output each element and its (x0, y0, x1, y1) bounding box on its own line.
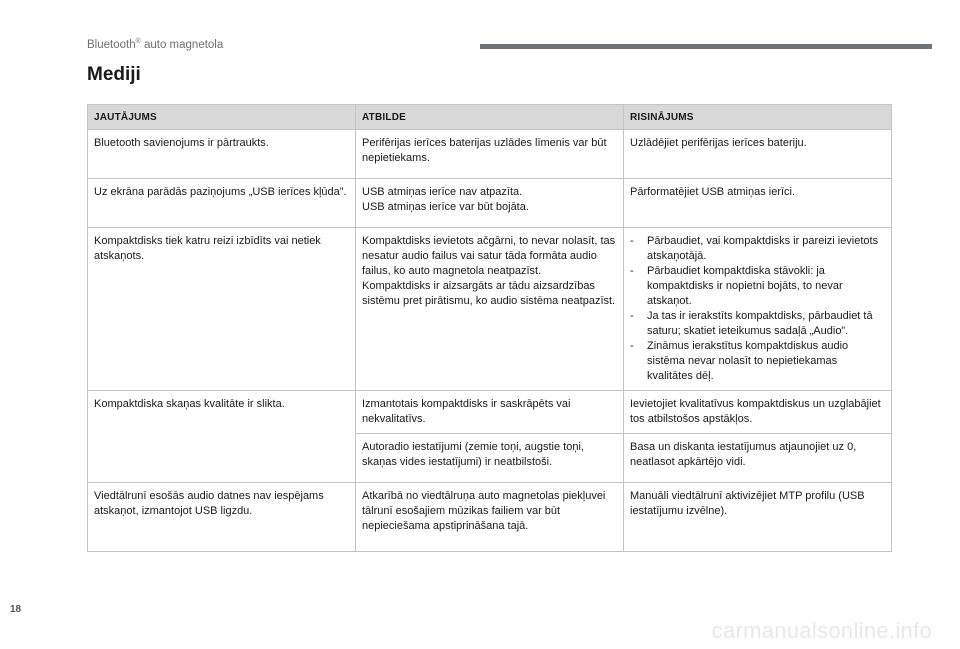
question-cell: Bluetooth savienojums ir pārtraukts. (88, 130, 356, 179)
answer-cell: Perifērijas ierīces baterijas uzlādes līmenis var būt nepietiekams. (356, 130, 624, 179)
list-item-text: Pārbaudiet, vai kompaktdisks ir pareizi ievietots atskaņotājā. (647, 235, 879, 262)
troubleshooting-table (87, 104, 892, 552)
table-header-row (88, 105, 892, 130)
column-header-question: JAUTĀJUMS (88, 105, 356, 130)
dash-bullet: - (630, 340, 634, 352)
list-item (630, 264, 885, 309)
dash-bullet: - (630, 265, 634, 277)
answer-cell: Izmantotais kompaktdisks ir saskrāpēts vai nekvalitatīvs. (356, 391, 624, 434)
watermark: carmanualsonline.info (711, 618, 932, 643)
answer-cell: Autoradio iestatījumi (zemie toņi, augstie toņi, skaņas vides iestatījumi) ir neatbilstoši. (356, 434, 624, 483)
table-row (88, 130, 892, 179)
solution-cell: Pārformatējiet USB atmiņas ierīci. (624, 179, 892, 228)
table-row (88, 179, 892, 228)
section-title: Mediji (87, 64, 141, 85)
registered-mark: ® (135, 38, 141, 45)
table-row (88, 391, 892, 434)
header-title-brand: Bluetooth (87, 38, 136, 51)
answer-cell: Atkarībā no viedtālruņa auto magnetolas piekļuvei tālrunī esošajiem mūzikas failiem var būt nepieciešama apstiprināšana tajā. (356, 483, 624, 552)
list-item-text: Pārbaudiet kompaktdiska stāvokli: ja kompaktdisks ir nopietni bojāts, to nevar atskaņot. (647, 265, 843, 307)
answer-line: Kompaktdisks ir aizsargāts ar tādu aizsardzības sistēmu pret pirātismu, ko audio sistēma neatpazīst. (362, 280, 616, 307)
list-item-text: Ja tas ir ierakstīts kompaktdisks, pārbaudiet tā saturu; skatiet ieteikumus sadaļā „Audio”. (647, 310, 873, 337)
column-header-answer: ATBILDE (356, 105, 624, 130)
answer-cell (356, 179, 624, 228)
answer-cell (356, 228, 624, 391)
header-bar (480, 44, 932, 49)
question-cell: Kompaktdisks tiek katru reizi izbīdīts vai netiek atskaņots. (88, 228, 356, 391)
answer-line: Kompaktdisks ievietots ačgārni, to nevar nolasīt, tas nesatur audio failus vai satur tāda formāta audio failus, ko auto magnetola neatpazīst. (362, 235, 616, 277)
column-header-solution: RISINĀJUMS (624, 105, 892, 130)
solution-cell (624, 228, 892, 391)
header-title (87, 38, 223, 51)
question-cell: Kompaktdiska skaņas kvalitāte ir slikta. (88, 391, 356, 483)
page-number: 18 (10, 604, 22, 615)
list-item (630, 339, 885, 384)
solution-cell: Uzlādējiet perifērijas ierīces bateriju. (624, 130, 892, 179)
solution-list (630, 234, 885, 384)
answer-line: USB atmiņas ierīce var būt bojāta. (362, 201, 529, 213)
header-title-suffix: auto magnetola (140, 38, 224, 51)
question-cell: Viedtālrunī esošās audio datnes nav iespējams atskaņot, izmantojot USB ligzdu. (88, 483, 356, 552)
dash-bullet: - (630, 310, 634, 322)
question-cell: Uz ekrāna parādās paziņojums „USB ierīces kļūda”. (88, 179, 356, 228)
solution-cell: Basa un diskanta iestatījumus atjaunojiet uz 0, neatlasot apkārtējo vidi. (624, 434, 892, 483)
table-row (88, 483, 892, 552)
list-item-text: Zināmus ierakstītus kompaktdiskus audio sistēma nevar nolasīt to nepietiekamas kvalitātes dēļ. (647, 340, 849, 382)
list-item (630, 309, 885, 339)
solution-cell: Ievietojiet kvalitatīvus kompaktdiskus un uzglabājiet tos atbilstošos apstākļos. (624, 391, 892, 434)
answer-line: USB atmiņas ierīce nav atpazīta. (362, 186, 523, 198)
dash-bullet: - (630, 235, 634, 247)
table-row (88, 228, 892, 391)
list-item (630, 234, 885, 264)
solution-cell: Manuāli viedtālrunī aktivizējiet MTP profilu (USB iestatījumu izvēlne). (624, 483, 892, 552)
